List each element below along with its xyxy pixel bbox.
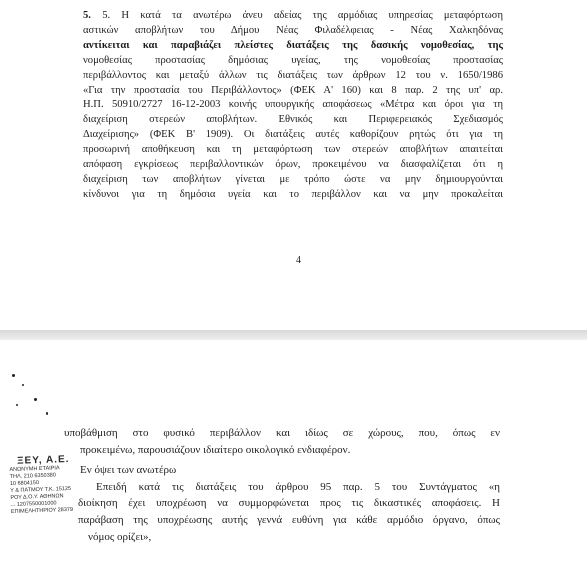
text-line: διαχείριση στερεών αποβλήτων. Εθνικός και Περιφερειακός Σχεδιασμός bbox=[83, 114, 503, 126]
text-line: υποβάθμιση στο φυσικό περιβάλλον και ιδίως σε χώρους, που, όπως εν bbox=[64, 427, 500, 439]
stamp-line: ΑΝΩΝΥΜΗ ΕΤΑΙΡΙΑ bbox=[9, 465, 60, 474]
text-line: διαχείριση των αποβλήτων γίνεται με τρόπο ώστε να μην δημιουργούνται bbox=[83, 173, 503, 185]
text-line: περιβάλλοντος και μεταξύ άλλων τις διατάξεις των άρθρων 12 του ν. 1650/1986 bbox=[83, 69, 503, 81]
text-line: Εν όψει των ανωτέρω bbox=[80, 464, 177, 477]
text-line: προσωρινή αποθήκευση και τη μεταφόρτωση των στερεών αποβλήτων απαιτείται bbox=[83, 144, 503, 156]
page-number: 4 bbox=[296, 255, 301, 266]
text-line bbox=[83, 39, 503, 54]
text-line: Διαχείρισης» (ΦΕΚ Β' 1909). Οι διατάξεις αυτές καθορίζουν ρητώς ότι για τη bbox=[83, 129, 503, 141]
text-line: νόμος ορίζει», bbox=[88, 530, 152, 543]
text-line: 5. 5. Η κατά τα ανωτέρω άνευ αδείας της αρμόδιας υπηρεσίας μεταφόρτωση bbox=[83, 10, 503, 21]
text-line: κίνδυνοι για τη δημόσια υγεία και το περιβάλλον και να μην προκαλείται bbox=[83, 188, 503, 200]
text-line: διοίκηση έχει υποχρέωση να συμμορφώνεται προς τις δικαστικές αποφάσεις. Η bbox=[78, 497, 500, 510]
emphasis-text: αντίκειται και παραβιάζει πλείστες διατάξεις της δασικής νομοθεσίας, της bbox=[83, 39, 503, 51]
text-line: αστικών αποβλήτων του Δήμου Νέας Φιλαδέλφειας - Νέας Χαλκηδόνας bbox=[83, 24, 503, 36]
stamp-line: ΤΗΛ. 210 6350380 bbox=[9, 472, 56, 481]
text-line: Επειδή κατά τις διατάξεις του άρθρου 95 παρ. 5 του Συντάγματος «η bbox=[96, 480, 500, 493]
stamp-line: ΞΕΥ, Α.Ε. bbox=[16, 453, 70, 467]
stamp-line: 10 6804150 bbox=[9, 480, 40, 488]
scan-specks bbox=[0, 360, 60, 420]
stamp-line: ... 1207550001000 bbox=[10, 500, 57, 509]
text-line: Η.Π. 50910/2727 16-12-2003 κοινής υπουργικής αποφάσεως «Μέτρα και όροι για τη bbox=[83, 99, 503, 111]
stamp-line: ΡΟΥ Δ.Ο.Υ. ΑΘΗΝΩΝ bbox=[10, 493, 64, 502]
text-line: προκειμένω, παρουσιάζουν ιδιαίτερο οικολογικό ενδιαφέρον. bbox=[80, 443, 351, 456]
paragraph-continuation bbox=[60, 425, 500, 545]
text-line: απόφαση εγκρίσεως περιβαλλοντικών όρων, προκειμένου να διασφαλίζεται ότι η bbox=[83, 159, 503, 171]
text-line-content: 5. Η κατά τα ανωτέρω άνευ αδείας της αρμόδιας υπηρεσίας μεταφόρτωση bbox=[102, 10, 503, 21]
company-stamp bbox=[0, 454, 81, 517]
stamp-line: ΕΠΙΜΕΛΗΤΗΡΙΟΥ 28379 bbox=[10, 506, 74, 516]
text-line: παράβαση της υποχρέωσης αυτής γεννά ευθύνη για κάθε αρμόδιο όργανο, όπως bbox=[78, 513, 500, 526]
text-line: «Για την προστασία του Περιβάλλοντος» (ΦΕΚ Α' 160) και 8 παρ. 2 της υπ' αρ. bbox=[83, 84, 503, 96]
stamp-line: Υ & ΠΑΤΜΟΥ Τ.Κ. 15125 bbox=[10, 485, 72, 495]
paragraph-5 bbox=[83, 9, 503, 203]
text-line: νομοθεσίας προστασίας δημόσιας υγείας, της νομοθεσίας προστασίας bbox=[83, 54, 503, 66]
page-separator bbox=[0, 330, 587, 340]
